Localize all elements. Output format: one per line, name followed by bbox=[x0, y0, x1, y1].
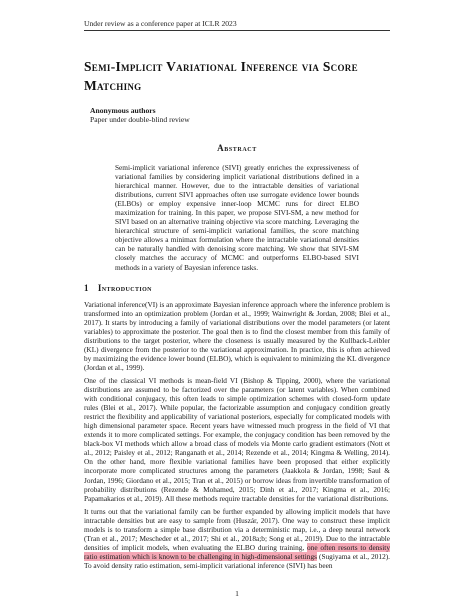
intro-paragraph-1: Variational inference(VI) is an approximate Bayesian inference approach where the inference problem is transformed into an optimization problem (Jordan et al., 1999; Wainwright & Jordan, 2008; Blei et al., 2017). It starts by introducing a family of variational distributions over the model parameters (or latent variables) to approximate the posterior. The goal then is to find the closest member from this family of distributions to the target posterior, where the closeness is usually measured by the Kullback-Leibler (KL) divergence from the posterior to the variational approximation. In practice, this is often achieved by maximizing the evidence lower bound (ELBO), which is equivalent to minimizing the KL divergence (Jordan et al., 1999). bbox=[84, 300, 390, 373]
intro-paragraph-2: One of the classical VI methods is mean-field VI (Bishop & Tipping, 2000), where the variational distributions are assumed to be factorized over the parameters (or latent variables). When combined with conditional conjugacy, this often leads to simple optimization schemes with closed-form update rules (Blei et al., 2017). While popular, the factorizable assumption and conjugacy condition greatly restrict the flexibility and applicability of variational posteriors, especially for complicated models with high dimensional parameter space. Recent years have witnessed much progress in the field of VI that extends it to more complicated settings. For example, the conjugacy condition has been removed by the black-box VI methods which allow a broad class of models via Monte carlo gradient estimators (Nott et al., 2012; Paisley et al., 2012; Ranganath et al., 2014; Rezende et al., 2014; Kingma & Welling, 2014). On the other hand, more flexible variational families have been proposed that either explicitly incorporate more complicated structures among the parameters (Jaakkola & Jordan, 1998; Saul & Jordan, 1996; Giordano et al., 2015; Tran et al., 2015) or borrow ideas from invertible transformation of probability distributions (Rezende & Mohamed, 2015; Dinh et al., 2017; Kingma et al., 2016; Papamakarios et al., 2019). All these methods require tractable densities for the variational distributions. bbox=[84, 376, 390, 503]
section-number: 1 bbox=[84, 283, 89, 293]
section-title: Introduction bbox=[97, 283, 152, 293]
page-number: 1 bbox=[235, 589, 239, 598]
author-names: Anonymous authors bbox=[90, 106, 156, 115]
section-heading bbox=[84, 283, 152, 293]
paper-title: Semi-Implicit Variational Inference via Score Matching bbox=[84, 59, 358, 93]
highlighted-text[interactable]: one often resorts to density ratio estimation which is known to be challenging in high-dimensional settings bbox=[84, 543, 390, 562]
paragraph-text: (Sugiyama et al., 2012). To avoid density ratio estimation, semi-implicit variational inference (SIVI) has been bbox=[84, 552, 390, 571]
header-rule bbox=[84, 30, 390, 31]
paragraph-text: It turns out that the variational family can be further expanded by allowing implicit models that have intractable densities but are easy to sample from (Huszár, 2017). One way to construct these implicit models is to transform a simple base distribution via a deterministic map, i.e., a deep neural network (Tran et al., 2017; Mescheder et al., 2017; Shi et al., 2018a;b; Song et al., 2019). Due to the intractable densities of implicit models, when evaluating the ELBO during training, bbox=[84, 507, 390, 553]
running-header: Under review as a conference paper at ICLR 2023 bbox=[84, 19, 237, 28]
author-affiliation: Paper under double-blind review bbox=[90, 115, 190, 124]
abstract-heading: Abstract bbox=[217, 143, 257, 153]
intro-paragraph-3 bbox=[84, 507, 390, 570]
abstract-text: Semi-implicit variational inference (SIVI) greatly enriches the expressiveness of variational families by considering implicit variational distributions defined in a hierarchical manner. However, due to the intractable densities of variational distributions, current SIVI approaches often use surrogate evidence lower bounds (ELBOs) or employ expensive inner-loop MCMC runs for direct ELBO maximization for training. In this paper, we propose SIVI-SM, a new method for SIVI based on an alternative training objective via score matching. Leveraging the hierarchical structure of semi-implicit variational families, the score matching objective allows a minimax formulation where the intractable variational densities can be naturally handled with denoising score matching. We show that SIVI-SM closely matches the accuracy of MCMC and outperforms ELBO-based SIVI methods in a variety of Bayesian inference tasks. bbox=[115, 163, 359, 272]
